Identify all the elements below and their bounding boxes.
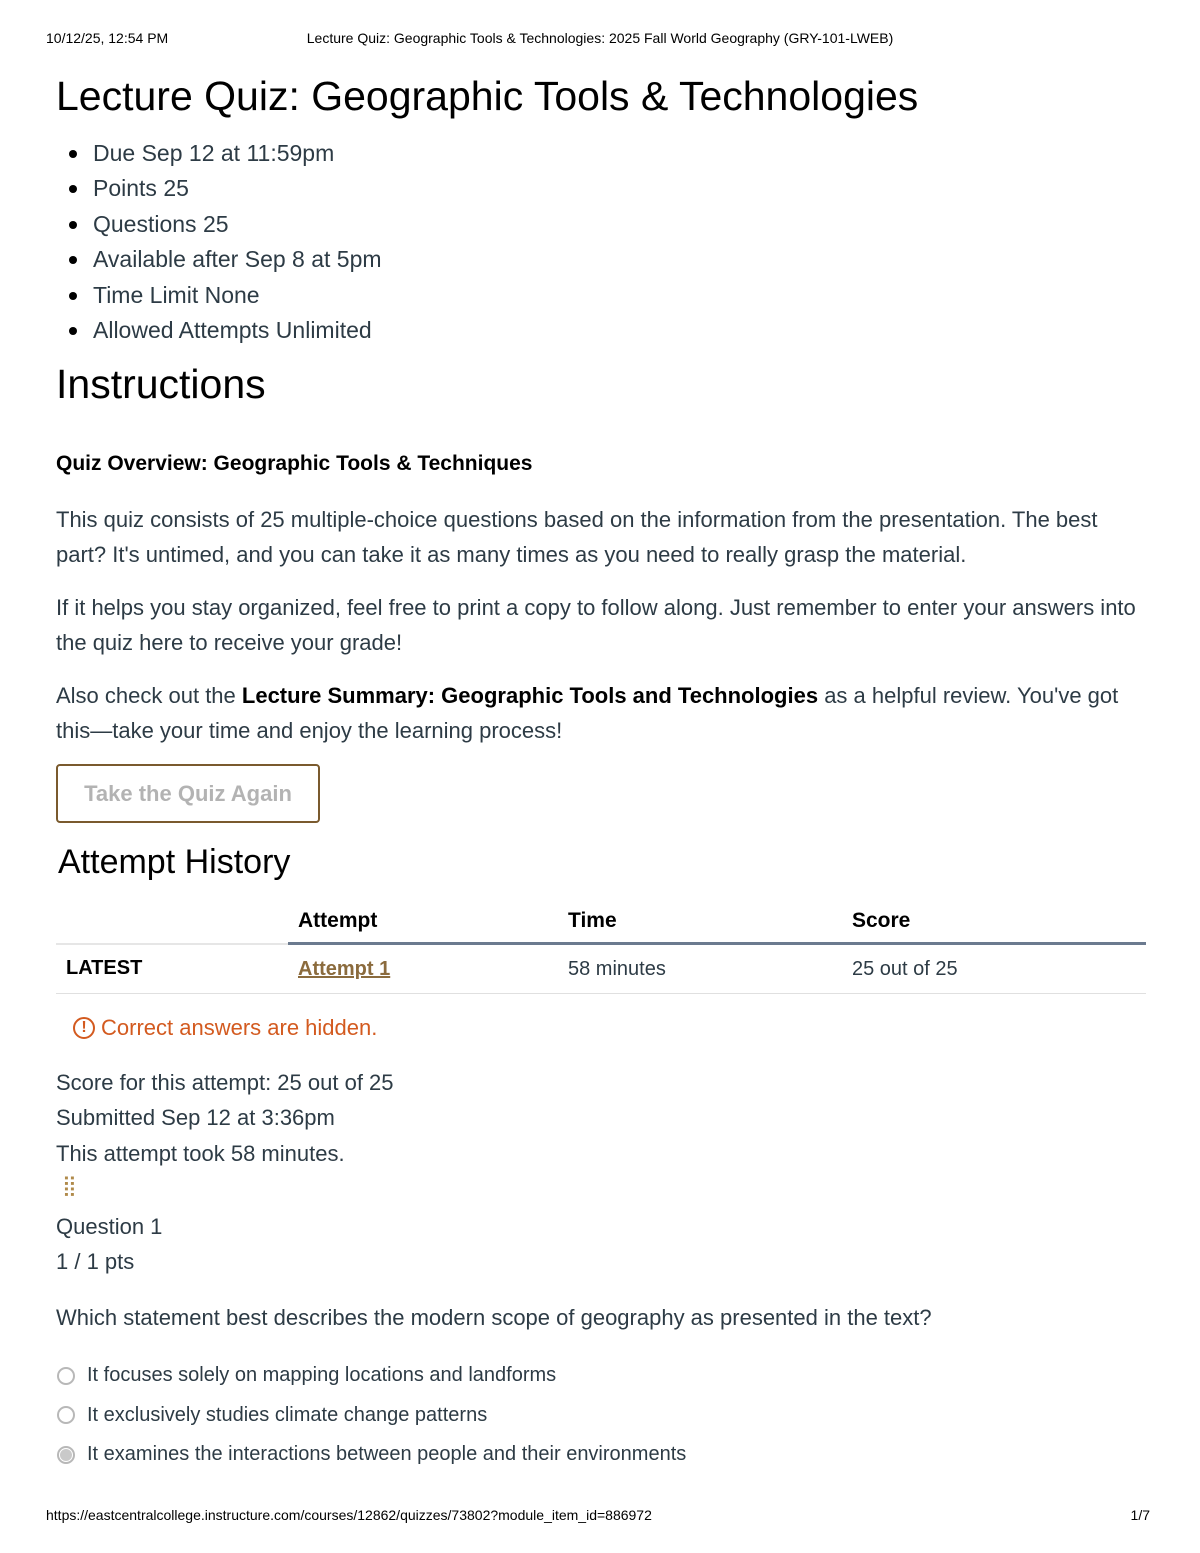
detail-due: Due Sep 12 at 11:59pm <box>93 136 1146 171</box>
column-header-score: Score <box>842 900 1146 944</box>
answer-text: It examines the interactions between people and their environments <box>87 1443 687 1466</box>
radio-button-icon[interactable] <box>57 1406 75 1424</box>
question-text: Which statement best describes the modern scope of geography as presented in the text? <box>56 1305 932 1330</box>
overview-heading: Quiz Overview: Geographic Tools & Techniques <box>56 452 533 476</box>
attempt-duration: This attempt took 58 minutes. <box>56 1140 345 1166</box>
detail-available: Available after Sep 8 at 5pm <box>93 242 1146 277</box>
answer-option[interactable] <box>56 1356 686 1396</box>
main-content <box>56 72 1146 748</box>
para3-after: as a helpful review. You've got this—take your time and enjoy the learning process! <box>56 683 1119 744</box>
print-page-number: 1/7 <box>1130 1507 1150 1523</box>
detail-allowed-attempts: Allowed Attempts Unlimited <box>93 313 1146 348</box>
latest-label: LATEST <box>56 944 288 994</box>
attempt-history-table <box>56 900 1146 994</box>
question-number: Question 1 <box>56 1214 163 1239</box>
table-row <box>56 944 1146 994</box>
detail-questions: Questions 25 <box>93 207 1146 242</box>
instructions-paragraph-1: This quiz consists of 25 multiple-choice questions based on the information from the presentation. The best part? It's untimed, and you can take it as many times as you need to really grasp the material. <box>56 507 1098 568</box>
instructions-paragraph-3 <box>56 678 1146 748</box>
detail-points: Points 25 <box>93 171 1146 206</box>
answer-list <box>56 1356 686 1475</box>
detail-time-limit: Time Limit None <box>93 278 1146 313</box>
instructions-heading: Instructions <box>56 361 266 408</box>
answer-text: It exclusively studies climate change patterns <box>87 1403 488 1426</box>
warning-icon: ! <box>73 1017 95 1039</box>
answer-text: It focuses solely on mapping locations and landforms <box>87 1364 557 1387</box>
score-cell: 25 out of 25 <box>842 944 1146 994</box>
radio-button-selected-icon[interactable] <box>57 1446 75 1464</box>
print-header <box>0 30 1200 50</box>
radio-button-icon[interactable] <box>57 1367 75 1385</box>
print-url: https://eastcentralcollege.instructure.com/courses/12862/quizzes/73802?module_item_id=886972 <box>46 1507 652 1523</box>
correct-answers-hidden-notice <box>73 1015 377 1041</box>
instructions-paragraph-2: If it helps you stay organized, feel free to print a copy to follow along. Just remember to enter your answers into the quiz here to receive your grade! <box>56 595 1136 656</box>
attempt-info <box>56 1065 394 1171</box>
attempt-1-link[interactable]: Attempt 1 <box>298 957 391 980</box>
answer-option-selected[interactable] <box>56 1435 686 1475</box>
lecture-summary-reference: Lecture Summary: Geographic Tools and Technologies <box>241 683 819 709</box>
attempt-score: Score for this attempt: 25 out of 25 <box>56 1070 394 1095</box>
quiz-details-list <box>56 136 1146 348</box>
question-meta <box>56 1209 162 1280</box>
take-quiz-again-button[interactable]: Take the Quiz Again <box>56 764 320 823</box>
drag-handle-icon: ⣿ <box>62 1175 75 1197</box>
notice-text: Correct answers are hidden. <box>101 1015 378 1040</box>
attempt-cell <box>288 944 558 994</box>
para3-before: Also check out the <box>56 683 242 709</box>
attempt-submitted: Submitted Sep 12 at 3:36pm <box>56 1105 335 1131</box>
quiz-title: Lecture Quiz: Geographic Tools & Technologies <box>56 73 919 119</box>
column-header-attempt: Attempt <box>288 900 558 944</box>
print-datetime: 10/12/25, 12:54 PM <box>46 30 169 46</box>
column-header-label <box>56 900 288 944</box>
time-cell: 58 minutes <box>558 944 842 994</box>
question-points: 1 / 1 pts <box>56 1249 135 1275</box>
print-page-title: Lecture Quiz: Geographic Tools & Technologies: 2025 Fall World Geography (GRY-101-LWEB) <box>306 30 894 46</box>
column-header-time: Time <box>558 900 842 944</box>
attempt-history-heading: Attempt History <box>58 843 291 881</box>
answer-option[interactable] <box>56 1396 686 1436</box>
